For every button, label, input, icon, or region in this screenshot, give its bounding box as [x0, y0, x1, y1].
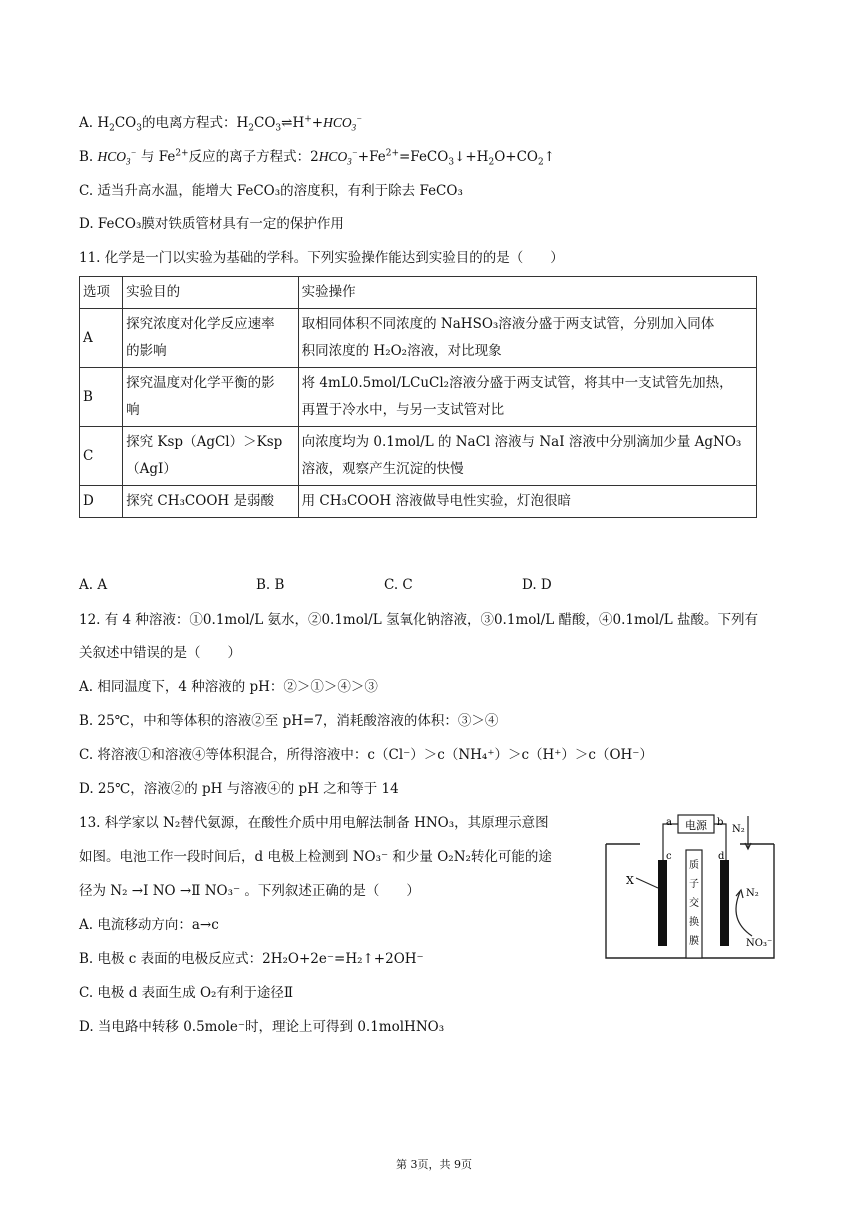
label-no3: NO₃⁻ [746, 938, 773, 949]
q13-stem-line1: 13. 科学家以 N₂替代氨源，在酸性介质中用电解法制备 HNO₃，其原理示意图 [79, 815, 549, 831]
q11-option-c: C. C [384, 577, 413, 593]
svg-text:子: 子 [689, 879, 699, 890]
label-c: c [666, 851, 672, 862]
label-n2-top: N₂ [732, 824, 745, 835]
table-row [80, 309, 757, 368]
q13-stem-line2: 如图。电池工作一段时间后，d 电极上检测到 NO₃⁻ 和少量 O₂N₂转化可能的途 [79, 849, 552, 865]
q10-option-b: B. $HCO_3^-$ 与 $Fe^{2+}$反应的离子方程式：$2HCO_3^-+Fe^{2+}=FeCO_3↓+H_2O+CO_2↑$ [79, 147, 556, 168]
q12-stem-line2: 关叙述中错误的是（ ） [79, 645, 241, 661]
row-purpose: 探究 CH₃COOH 是弱酸 [123, 486, 299, 518]
q12-option-b: B. 25℃，中和等体积的溶液②至 pH=7，消耗酸溶液的体积：③＞④ [79, 713, 499, 729]
table-row [80, 486, 757, 518]
power-label: 电源 [685, 819, 707, 832]
row-option: C [80, 427, 123, 486]
q12-option-d: D. 25℃，溶液②的 pH 与溶液④的 pH 之和等于 14 [79, 781, 399, 797]
header-purpose: 实验目的 [123, 277, 299, 309]
svg-text:质: 质 [689, 860, 699, 871]
label-a: a [666, 817, 672, 828]
row-option: D [80, 486, 123, 518]
row-purpose: 探究温度对化学平衡的影 响 [123, 368, 299, 427]
header-option: 选项 [80, 277, 123, 309]
q13-option-c: C. 电极 d 表面生成 O₂有利于途径Ⅱ [79, 985, 294, 1001]
q12-stem-line1: 12. 有 4 种溶液：①0.1mol/L 氨水，②0.1mol/L 氢氧化钠溶液，③0.1mol/L 醋酸，④0.1mol/L 盐酸。下列有 [79, 612, 759, 628]
q10-option-c: C. 适当升高水温，能增大 FeCO₃的溶度积，有利于除去 FeCO₃ [79, 183, 463, 199]
label-b: b [717, 817, 724, 828]
q11-stem: 11. 化学是一门以实验为基础的学科。下列实验操作能达到实验目的的是（ ） [79, 250, 564, 266]
electrolysis-diagram [600, 812, 780, 962]
table-header-row [80, 277, 757, 309]
svg-text:交: 交 [689, 898, 699, 909]
q12-option-a: A. 相同温度下，4 种溶液的 pH：②＞①＞④＞③ [79, 679, 378, 695]
q11-option-b: B. B [256, 577, 285, 593]
q10-option-a: A. $H_2CO_3$的电离方程式：$H_2CO_3\rightleftharpoons H^++HCO_3^-$ [79, 113, 363, 134]
row-operation: 取相同体积不同浓度的 NaHSO₃溶液分盛于两支试管，分别加入同体 积同浓度的 H₂O₂溶液，对比现象 [298, 309, 756, 368]
q13-option-a: A. 电流移动方向：a→c [79, 917, 219, 933]
experiment-table [79, 276, 757, 518]
svg-text:换: 换 [689, 917, 699, 928]
svg-text:膜: 膜 [689, 936, 699, 947]
q12-option-c: C. 将溶液①和溶液④等体积混合，所得溶液中：c（Cl⁻）＞c（NH₄⁺）＞c（H⁺）＞c（OH⁻） [79, 747, 653, 763]
row-operation: 向浓度均为 0.1mol/L 的 NaCl 溶液与 NaI 溶液中分别滴加少量 AgNO₃ 溶液，观察产生沉淀的快慢 [298, 427, 756, 486]
header-operation: 实验操作 [298, 277, 756, 309]
row-purpose: 探究 Ksp（AgCl）＞Ksp （AgI） [123, 427, 299, 486]
q13-stem-line3: 径为 N₂ →Ⅰ NO →Ⅱ NO₃⁻ 。下列叙述正确的是（ ） [79, 883, 420, 899]
electrode-c [658, 860, 667, 946]
table-row [80, 368, 757, 427]
row-operation: 将 4mL0.5mol/LCuCl₂溶液分盛于两支试管，将其中一支试管先加热， 再置于冷水中，与另一支试管对比 [298, 368, 756, 427]
page-footer: 第 3页，共 9页 [396, 1158, 472, 1171]
row-operation: 用 CH₃COOH 溶液做导电性实验，灯泡很暗 [298, 486, 756, 518]
q11-option-d: D. D [522, 577, 552, 593]
q11-option-a: A. A [79, 577, 108, 593]
row-option: A [80, 309, 123, 368]
electrode-d [720, 860, 729, 946]
row-purpose: 探究浓度对化学反应速率 的影响 [123, 309, 299, 368]
label-x: X [626, 874, 634, 887]
label-n2-right: N₂ [746, 888, 759, 899]
row-option: B [80, 368, 123, 427]
q13-option-d: D. 当电路中转移 0.5mole⁻时，理论上可得到 0.1molHNO₃ [79, 1019, 445, 1035]
q10-option-d: D. FeCO₃膜对铁质管材具有一定的保护作用 [79, 216, 344, 232]
label-d: d [718, 851, 725, 862]
q13-option-b: B. 电极 c 表面的电极反应式：2H₂O+2e⁻=H₂↑+2OH⁻ [79, 951, 424, 967]
table-row [80, 427, 757, 486]
